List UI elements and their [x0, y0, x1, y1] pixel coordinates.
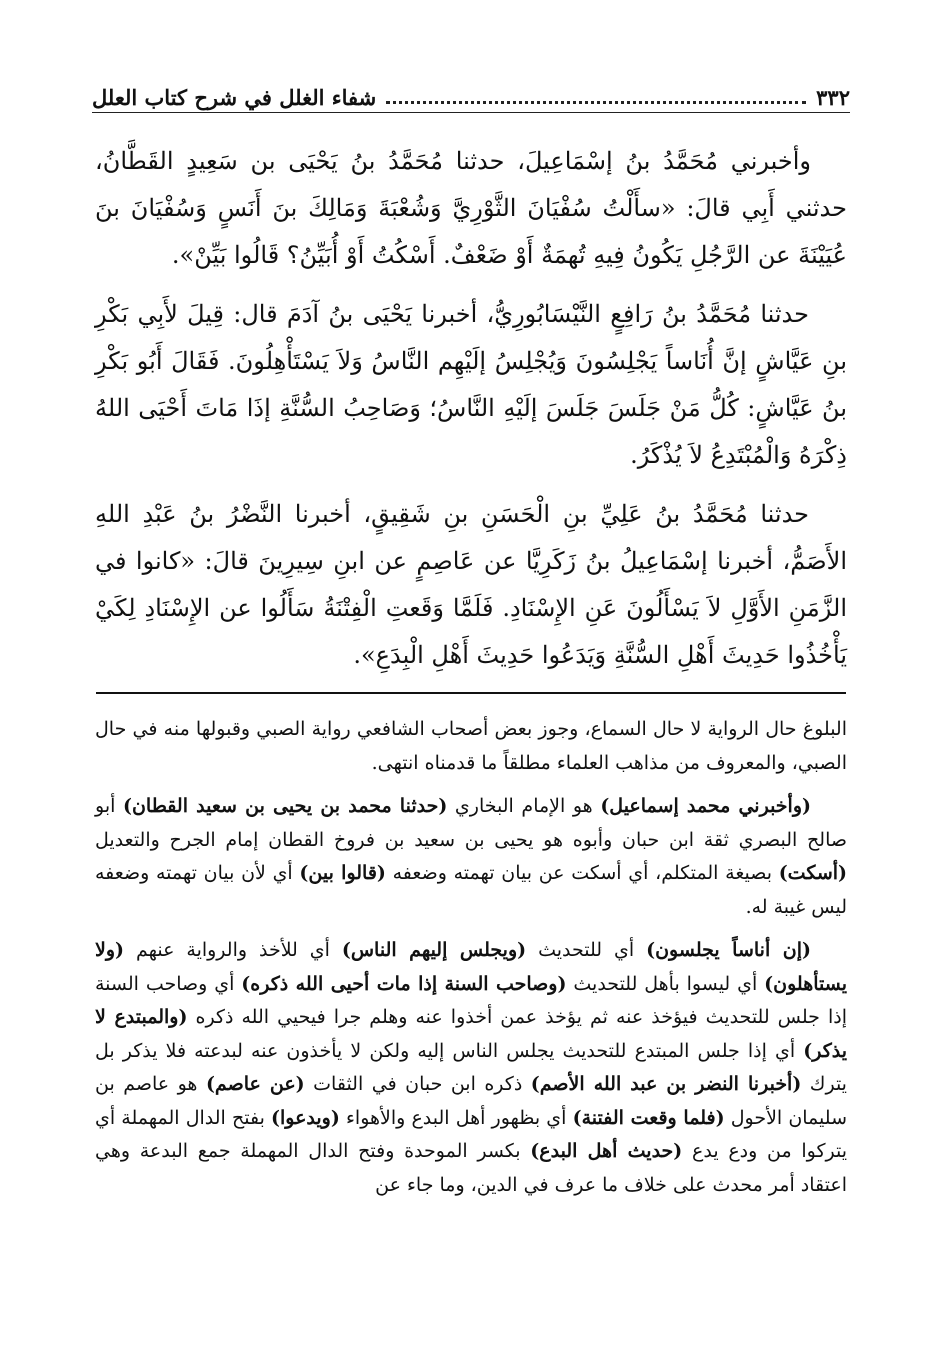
footnote-divider — [96, 692, 846, 694]
commentary-text: أي إذا جلس المبتدع للتحديث يجلس الناس إليه ولكن لا يأخذون عنه لبدعته فلا يذكر بل يترك — [95, 1039, 847, 1095]
commentary-text: أبو صالح البصري ثقة ابن حبان وأبوه هو يحيى بن سعيد بن فروخ القطان إمام الجرح والتعديل — [95, 795, 847, 851]
quoted-phrase: (ويجلس إليهم الناس) — [341, 939, 527, 961]
hadith-paragraph-2: حدثنا مُحَمَّدُ بنُ رَافِعٍ النَّيْسَابُورِيُّ، أخبرنا يَحْيَى بنُ آدَمَ قال: قِيلَ لأَبِي بَكْرِ بنِ عَيَّاشٍ إنَّ أُنَاساً يَجْلِسُونَ وَيُجْلِسُ إلَيْهِم النَّاسُ وَلاَ يَسْتَأْهِلُونَ. فَقَالَ أَبُو بَكْرِ بنُ عَيَّاشٍ: كُلُّ مَنْ جَلَسَ جَلَسَ إلَيْهِ النَّاسُ؛ وَصَاحِبُ السُّنَّةِ إذَا مَاتَ أَحْيَى اللهُ ذِكْرَهُ وَالْمُبْتَدِعُ لاَ يُذْكَرُ. — [95, 300, 847, 469]
commentary-text: بصيغة المتكلم، أي أسكت عن بيان تهمته وضعفه — [385, 862, 779, 884]
header-rule — [92, 112, 850, 113]
quoted-phrase: (حديث أهل البدع) — [530, 1140, 683, 1162]
quoted-phrase: (أخبرنا النضر بن عبد الله الأصم) — [530, 1073, 802, 1095]
hadith-paragraph-1: وأخبرني مُحَمَّدُ بنُ إسْمَاعِيلَ، حدثنا مُحَمَّدُ بنُ يَحْيَى بن سَعِيدٍ القَطَّانُ، حدثني أَبِي قالَ: «سأَلْتُ سُفْيَانَ الثَّوْرِيَّ وَشُعْبَةَ وَمَالِكَ بنَ أَنَسٍ وَسُفْيَانَ بنَ عُيَيْنَةَ عن الرَّجُلِ يَكُونُ فِيهِ تُهمَةٌ أَوْ ضَعْفٌ. أَسْكُتُ أَوْ أُبَيِّنُ؟ قَالُوا بَيِّنْ». — [95, 147, 847, 269]
commentary-text: هو الإمام البخاري — [447, 795, 601, 817]
quoted-phrase: (وأخبرني محمد إسماعيل) — [600, 795, 812, 817]
quoted-phrase: (حدثنا محمد بن يحيى بن سعيد القطان) — [122, 795, 448, 817]
commentary-text: بفتح الدال المهملة أي يتركوا من ودع يدع — [95, 1106, 847, 1162]
main-text — [95, 138, 847, 691]
quoted-phrase: (فلما وقعت الفتنة) — [572, 1106, 725, 1129]
commentary — [95, 713, 847, 1212]
hadith-paragraph-3: حدثنا مُحَمَّدُ بنُ عَلِيِّ بنِ الْحَسَنِ بنِ شَقِيقٍ، أخبرنا النَّضْرُ بنُ عَبْدِ اللهِ الأَصَمُّ، أخبرنا إسْمَاعِيلُ بنُ زَكَرِيَّا عن عَاصِمٍ عن ابنِ سِيرِينَ قالَ: «كانوا في الزَّمَنِ الأَوَّلِ لاَ يَسْأَلُونَ عَنِ الإِسْنَادِ. فَلَمَّا وَقَعتِ الْفِتْنَةُ سَأَلُوا عن الإِسْنَادِ لِكَيْ يَأْخُذُوا حَدِيثَ أَهْلِ السُّنَّةِ وَيَدَعُوا حَدِيثَ أَهْلِ الْبِدَعِ». — [95, 500, 847, 669]
commentary-text: أي لأن بيان تهمته وضعفه ليس غيبة له. — [95, 862, 847, 918]
quoted-phrase: (ويدعوا) — [271, 1106, 340, 1129]
commentary-paragraph-3 — [95, 934, 847, 1202]
commentary-text: بكسر الموحدة وفتح الدال المهملة جمع البدعة وهي اعتقاد أمر محدث على خلاف ما عرف في الدين، وما جاء عن — [95, 1140, 847, 1196]
commentary-paragraph-1: البلوغ حال الرواية لا حال السماع، وجوز بعض أصحاب الشافعي رواية الصبي وقبولها منه في حال الصبي، والمعروف من مذاهب العلماء مطلقاً ما قدمناه انتهى. — [95, 718, 847, 774]
quoted-phrase: (عن عاصم) — [205, 1073, 305, 1095]
quoted-phrase: (أسكت) — [778, 862, 848, 884]
running-header — [92, 78, 850, 110]
commentary-text: أي وصاحب السنة إذا جلس للتحديث فيؤخذ عنه ثم يؤخذ عمن أخذوا عنه وهلم جرا فيحيي الله ذكره — [95, 972, 847, 1028]
commentary-text: أي للأخذ والرواية عنهم — [124, 939, 342, 961]
page-number: ٣٣٢ — [816, 85, 850, 110]
quoted-phrase: (والمبتدع لا يذكر) — [95, 1006, 847, 1062]
header-dot-leader — [386, 101, 806, 104]
quoted-phrase: (قالوا بين) — [299, 862, 386, 884]
commentary-text: أي ليسوا بأهل للتحديث — [566, 972, 765, 995]
book-title: شفاء الغلل في شرح كتاب العلل — [92, 85, 377, 110]
commentary-text: ذكره ابن حبان في الثقات — [304, 1073, 531, 1095]
commentary-text: هو عاصم بن سليمان الأحول — [95, 1073, 847, 1129]
quoted-phrase: (إن أناساً يجلسون) — [646, 939, 811, 961]
quoted-phrase: (وصاحب السنة إذا مات أحيى الله ذكره) — [241, 972, 567, 995]
quoted-phrase: (ولا يستأهلون) — [95, 939, 847, 995]
commentary-text: أي بظهور أهل البدع والأهواء — [339, 1106, 573, 1129]
commentary-paragraph-2 — [95, 790, 847, 924]
commentary-text: أي للتحديث — [526, 939, 647, 961]
